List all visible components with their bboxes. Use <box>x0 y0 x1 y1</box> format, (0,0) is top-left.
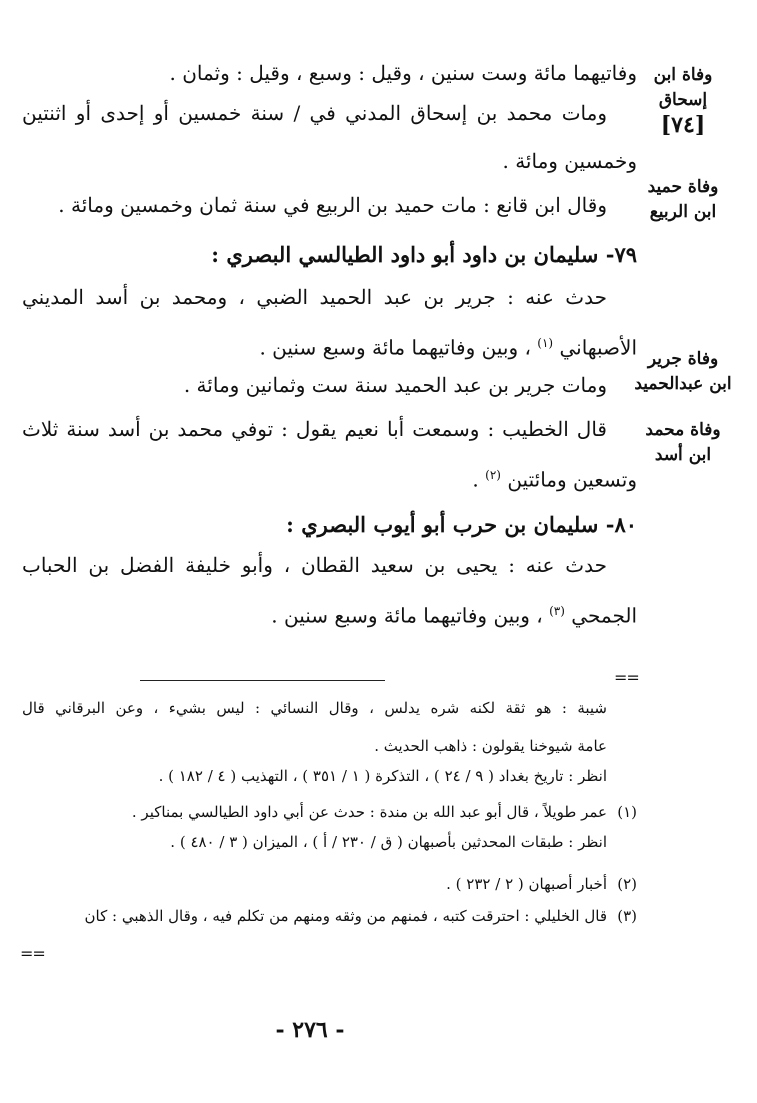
text-line: وخمسين ومائة . <box>502 149 637 173</box>
margin-note-muhammad: وفاة محمد ابن أسد <box>645 420 721 465</box>
continuation-mark: == <box>20 944 45 963</box>
footnote-line: شيبة : هو ثقة لكنه شره يدلس ، وقال النسائي : ليس بشيء ، وعن البرقاني قال <box>22 699 607 717</box>
text-line-with-ref: الأصبهاني $^{(١)}$ ، وبين وفاتيهما مائة وسبع سنين . <box>259 335 637 360</box>
footnote-ref: (١) <box>537 336 554 350</box>
text-line-with-ref: الجمحي $^{(٣)}$ ، وبين وفاتيهما مائة وسبع سنين . <box>271 603 637 628</box>
footnote-1: (١)عمر طويلاً ، قال أبو عبد الله بن مندة : حدث عن أبي داود الطيالسي بمناكير . <box>131 803 637 821</box>
footnote-ref: (٢) <box>485 468 501 482</box>
entry-heading-80: ٨٠- سليمان بن حرب أبو أيوب البصري : <box>286 512 637 537</box>
text-line-with-ref: وتسعين ومائتين $^{(٢)}$ . <box>472 467 637 492</box>
text-line: وفاتيهما مائة وست سنين ، وقيل : وسبع ، وقيل : وثمان . <box>169 61 637 85</box>
footnote-rule <box>140 680 385 681</box>
page-number: - ٢٧٦ - <box>275 1017 345 1043</box>
footnote-2: (٢)أخبار أصبهان ( ٢ / ٢٣٢ ) . <box>446 875 637 893</box>
continuation-mark: == <box>614 668 639 687</box>
page-marker: [٧٤] <box>660 112 706 138</box>
text-line: حدث عنه : جرير بن عبد الحميد الضبي ، ومحمد بن أسد المديني <box>22 285 607 309</box>
text-line: قال الخطيب : وسمعت أبا نعيم يقول : توفي محمد بن أسد سنة ثلاث <box>22 417 607 441</box>
text-line: وقال ابن قانع : مات حميد بن الربيع في سنة ثمان وخمسين ومائة . <box>58 193 607 217</box>
margin-note-humaid: وفاة حميد ابن الربيع <box>647 177 719 222</box>
text-line: حدث عنه : يحيى بن سعيد القطان ، وأبو خليفة الفضل بن الحباب <box>22 553 607 577</box>
footnote-3: (٣)قال الخليلي : احترقت كتبه ، فمنهم من وثقه ومنهم من تكلم فيه ، وقال الذهبي : كان <box>84 907 637 925</box>
entry-heading-79: ٧٩- سليمان بن داود أبو داود الطيالسي البصري : <box>211 242 637 267</box>
margin-note-jarir: وفاة جرير ابن عبدالحميد <box>634 349 732 394</box>
footnote-ref: (٣) <box>549 604 565 618</box>
text-line: ومات جرير بن عبد الحميد سنة ست وثمانين ومائة . <box>183 373 607 397</box>
footnote-line: انظر : تاريخ بغداد ( ٩ / ٢٤ ) ، التذكرة ( ١ / ٣٥١ ) ، التهذيب ( ٤ / ١٨٢ ) . <box>158 767 607 785</box>
footnote-line: عامة شيوخنا يقولون : ذاهب الحديث . <box>374 737 607 755</box>
text-line: ومات محمد بن إسحاق المدني في / سنة خمسين أو إحدى أو اثنتين <box>22 101 607 125</box>
margin-note-ibn-ishaq: وفاة ابن إسحاق [٧٤] <box>627 63 739 138</box>
footnote-line: انظر : طبقات المحدثين بأصبهان ( ق / ٢٣٠ / أ ) ، الميزان ( ٣ / ٤٨٠ ) . <box>170 833 607 851</box>
